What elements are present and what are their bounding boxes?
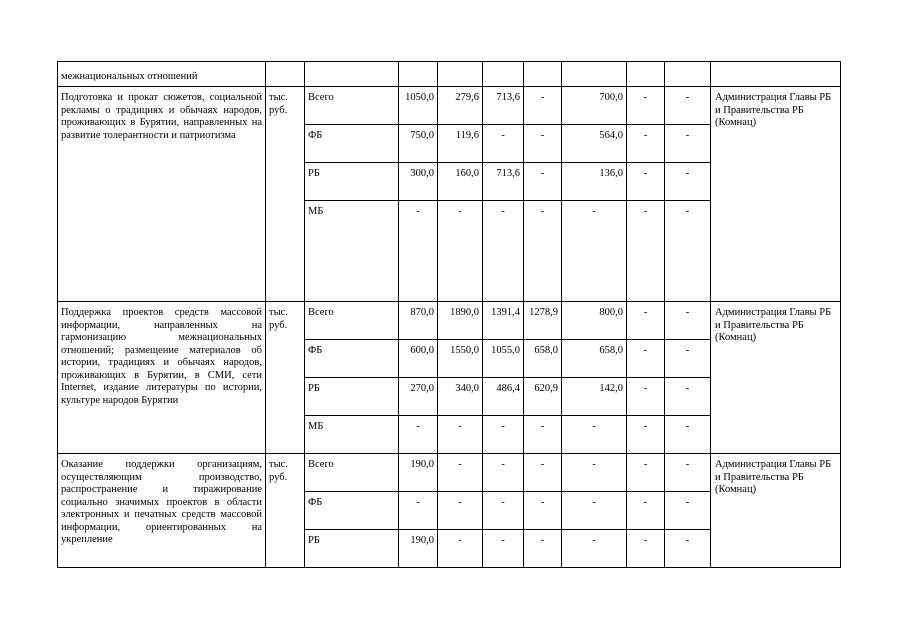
amount-cell: 1055,0: [483, 340, 524, 378]
amount-cell: -: [399, 416, 438, 454]
amount-cell: 870,0: [399, 302, 438, 340]
amount-cell: -: [524, 530, 562, 568]
amount-cell: -: [562, 201, 627, 302]
funding-source: ФБ: [305, 125, 399, 163]
amount-cell: -: [438, 530, 483, 568]
funding-source: Всего: [305, 87, 399, 125]
executor: Администрация Главы РБ и Правительства РБ (Комнац): [711, 302, 841, 454]
executor: Администрация Главы РБ и Правительства РБ (Комнац): [711, 87, 841, 302]
budget-table: [57, 61, 841, 568]
amount-cell: -: [483, 492, 524, 530]
amount-cell: 1890,0: [438, 302, 483, 340]
funding-source: МБ: [305, 201, 399, 302]
amount-cell: 270,0: [399, 378, 438, 416]
amount-cell: 119,6: [438, 125, 483, 163]
amount-cell: -: [399, 492, 438, 530]
amount-cell: -: [665, 163, 711, 201]
amount-cell: 800,0: [562, 302, 627, 340]
amount-cell: -: [665, 454, 711, 492]
amount-cell: 142,0: [562, 378, 627, 416]
amount-cell: -: [665, 201, 711, 302]
amount-cell: -: [627, 340, 665, 378]
amount-cell: -: [627, 530, 665, 568]
activity-description: межнациональных отношений: [58, 62, 266, 87]
table-row-continuation: [58, 62, 841, 87]
amount-cell: 620,9: [524, 378, 562, 416]
table-row: [58, 302, 841, 340]
amount-cell: -: [562, 454, 627, 492]
amount-cell: -: [627, 87, 665, 125]
activity-description: Поддержка проектов средств массовой информации, направленных на гармонизацию межнациональных отношений; размещение материалов об истории, традициях и обычаях народов, проживающих в Бурятии, в СМИ, сети Internet, издание литературы по истории, культуре народов Бурятии: [58, 302, 266, 454]
amount-cell: -: [627, 125, 665, 163]
amount-cell: 658,0: [524, 340, 562, 378]
unit-of-measure: тыс. руб.: [266, 454, 305, 568]
amount-cell: 700,0: [562, 87, 627, 125]
amount-cell: 564,0: [562, 125, 627, 163]
amount-cell: -: [562, 530, 627, 568]
unit-of-measure: тыс. руб.: [266, 302, 305, 454]
amount-cell: 750,0: [399, 125, 438, 163]
amount-cell: -: [627, 378, 665, 416]
amount-cell: -: [562, 416, 627, 454]
amount-cell: -: [627, 201, 665, 302]
amount-cell: -: [524, 87, 562, 125]
amount-cell: 160,0: [438, 163, 483, 201]
funding-source: Всего: [305, 454, 399, 492]
amount-cell: -: [524, 125, 562, 163]
funding-source: Всего: [305, 302, 399, 340]
activity-description: Подготовка и прокат сюжетов, социальной рекламы о традициях и обычаях народов, проживающих в Бурятии, направленных на развитие толерантности и патриотизма: [58, 87, 266, 302]
amount-cell: -: [483, 530, 524, 568]
activity-description: Оказание поддержки организациям, осуществляющим производство, распространение и тиражирование социально значимых проектов в области электронных и печатных средств массовой информации, ориентированных на укрепление: [58, 454, 266, 568]
amount-cell: -: [438, 201, 483, 302]
amount-cell: -: [665, 125, 711, 163]
amount-cell: -: [665, 530, 711, 568]
amount-cell: -: [665, 416, 711, 454]
amount-cell: 1391,4: [483, 302, 524, 340]
amount-cell: 190,0: [399, 454, 438, 492]
amount-cell: 340,0: [438, 378, 483, 416]
amount-cell: 713,6: [483, 87, 524, 125]
amount-cell: -: [665, 340, 711, 378]
amount-cell: 600,0: [399, 340, 438, 378]
amount-cell: -: [665, 87, 711, 125]
amount-cell: -: [627, 163, 665, 201]
amount-cell: -: [438, 492, 483, 530]
amount-cell: 1278,9: [524, 302, 562, 340]
amount-cell: -: [524, 454, 562, 492]
table-row: [58, 87, 841, 125]
funding-source: РБ: [305, 530, 399, 568]
amount-cell: 300,0: [399, 163, 438, 201]
amount-cell: 1050,0: [399, 87, 438, 125]
amount-cell: -: [562, 492, 627, 530]
amount-cell: -: [665, 492, 711, 530]
amount-cell: -: [665, 302, 711, 340]
funding-source: РБ: [305, 378, 399, 416]
amount-cell: -: [483, 454, 524, 492]
funding-source: ФБ: [305, 340, 399, 378]
amount-cell: 486,4: [483, 378, 524, 416]
amount-cell: -: [627, 492, 665, 530]
amount-cell: -: [399, 201, 438, 302]
amount-cell: -: [483, 125, 524, 163]
amount-cell: 1550,0: [438, 340, 483, 378]
amount-cell: -: [438, 416, 483, 454]
amount-cell: 713,6: [483, 163, 524, 201]
amount-cell: -: [627, 302, 665, 340]
table-row: [58, 454, 841, 492]
funding-source: МБ: [305, 416, 399, 454]
amount-cell: -: [627, 416, 665, 454]
amount-cell: -: [483, 416, 524, 454]
amount-cell: -: [524, 492, 562, 530]
amount-cell: 279,6: [438, 87, 483, 125]
amount-cell: -: [524, 163, 562, 201]
executor: Администрация Главы РБ и Правительства РБ (Комнац): [711, 454, 841, 568]
unit-of-measure: тыс. руб.: [266, 87, 305, 302]
amount-cell: -: [483, 201, 524, 302]
amount-cell: 136,0: [562, 163, 627, 201]
amount-cell: -: [524, 201, 562, 302]
funding-source: РБ: [305, 163, 399, 201]
funding-source: ФБ: [305, 492, 399, 530]
amount-cell: 658,0: [562, 340, 627, 378]
amount-cell: -: [627, 454, 665, 492]
amount-cell: -: [665, 378, 711, 416]
amount-cell: 190,0: [399, 530, 438, 568]
amount-cell: -: [438, 454, 483, 492]
amount-cell: -: [524, 416, 562, 454]
